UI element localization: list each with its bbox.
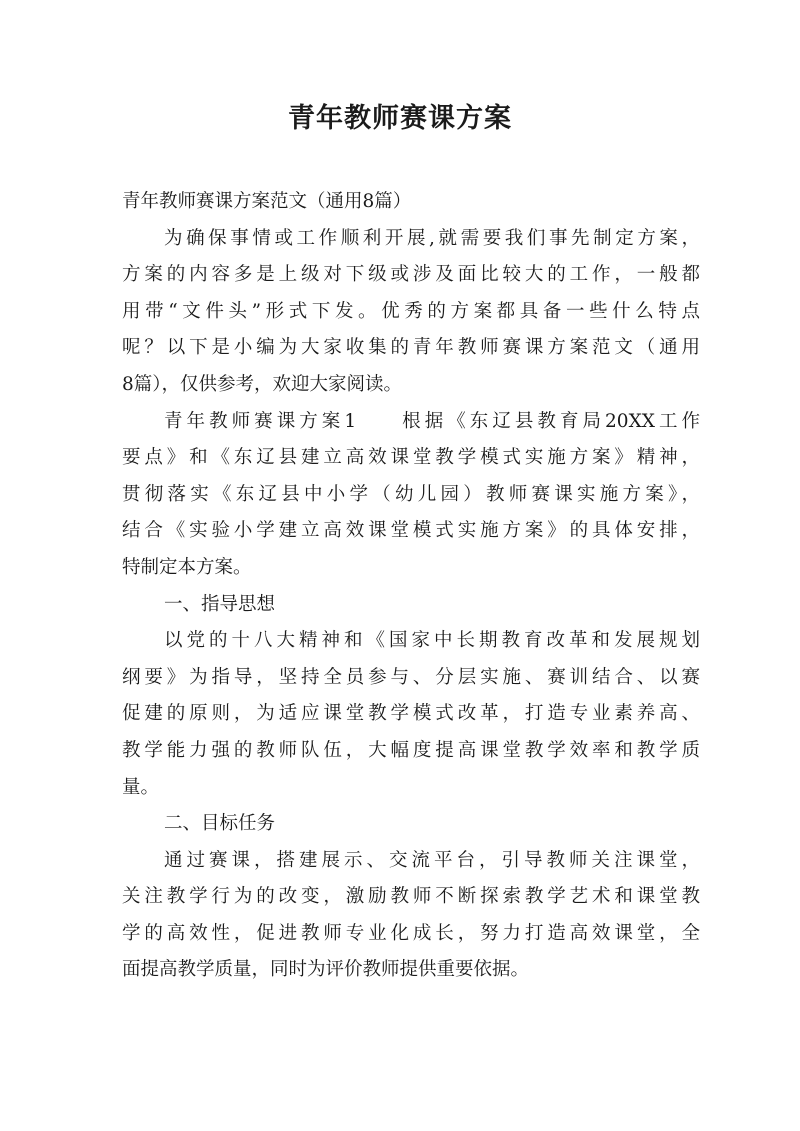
section1-line: 教学能力强的教师队伍，大幅度提高课堂教学效率和教学质 (122, 739, 700, 761)
document-subtitle: 青年教师赛课方案范文（通用8篇） (122, 191, 412, 212)
intro-line: 呢？以下是小编为大家收集的青年教师赛课方案范文（通用 (122, 337, 700, 359)
plan-line: 要点》和《东辽县建立高效课堂教学模式实施方案》精神， (122, 447, 700, 469)
section-heading-guiding-thought: 一、指导思想 (164, 593, 276, 615)
intro-line: 用带“文件头”形式下发。优秀的方案都具备一些什么特点 (122, 300, 700, 322)
section1-line: 促建的原则，为适应课堂教学模式改革，打造专业素养高、 (122, 703, 700, 725)
section1-line: 纲要》为指导，坚持全员参与、分层实施、赛训结合、以赛 (122, 666, 700, 688)
document-title: 青年教师赛课方案 (288, 103, 512, 134)
plan-line: 特制定本方案。 (122, 556, 252, 578)
section1-line: 以党的十八大精神和《国家中长期教育改革和发展规划 (164, 630, 700, 652)
section1-line: 量。 (122, 776, 160, 798)
plan-first-line (122, 404, 700, 441)
section2-line: 关注教学行为的改变，激励教师不断探索教学艺术和课堂教 (122, 886, 700, 908)
section-heading-goals: 二、目标任务 (164, 813, 276, 835)
section2-line: 通过赛课，搭建展示、交流平台，引导教师关注课堂， (164, 849, 700, 871)
plan-line: 结合《实验小学建立高效课堂模式实施方案》的具体安排， (122, 520, 700, 542)
section2-line: 学的高效性，促进教师专业化成长，努力打造高效课堂，全 (122, 922, 700, 944)
intro-line: 8篇），仅供参考，欢迎大家阅读。 (122, 373, 403, 395)
plan-line: 贯彻落实《东辽县中小学（幼儿园）教师赛课实施方案》， (122, 483, 700, 505)
intro-line: 方案的内容多是上级对下级或涉及面比较大的工作，一般都 (122, 264, 700, 286)
intro-line: 为确保事情或工作顺利开展,就需要我们事先制定方案， (164, 227, 700, 249)
document-body (122, 184, 700, 989)
plan-heading: 青年教师赛课方案1 (164, 410, 357, 432)
section2-line: 面提高教学质量，同时为评价教师提供重要依据。 (122, 959, 530, 981)
plan-first-text: 根据《东辽县教育局20XX工作 (398, 410, 700, 432)
